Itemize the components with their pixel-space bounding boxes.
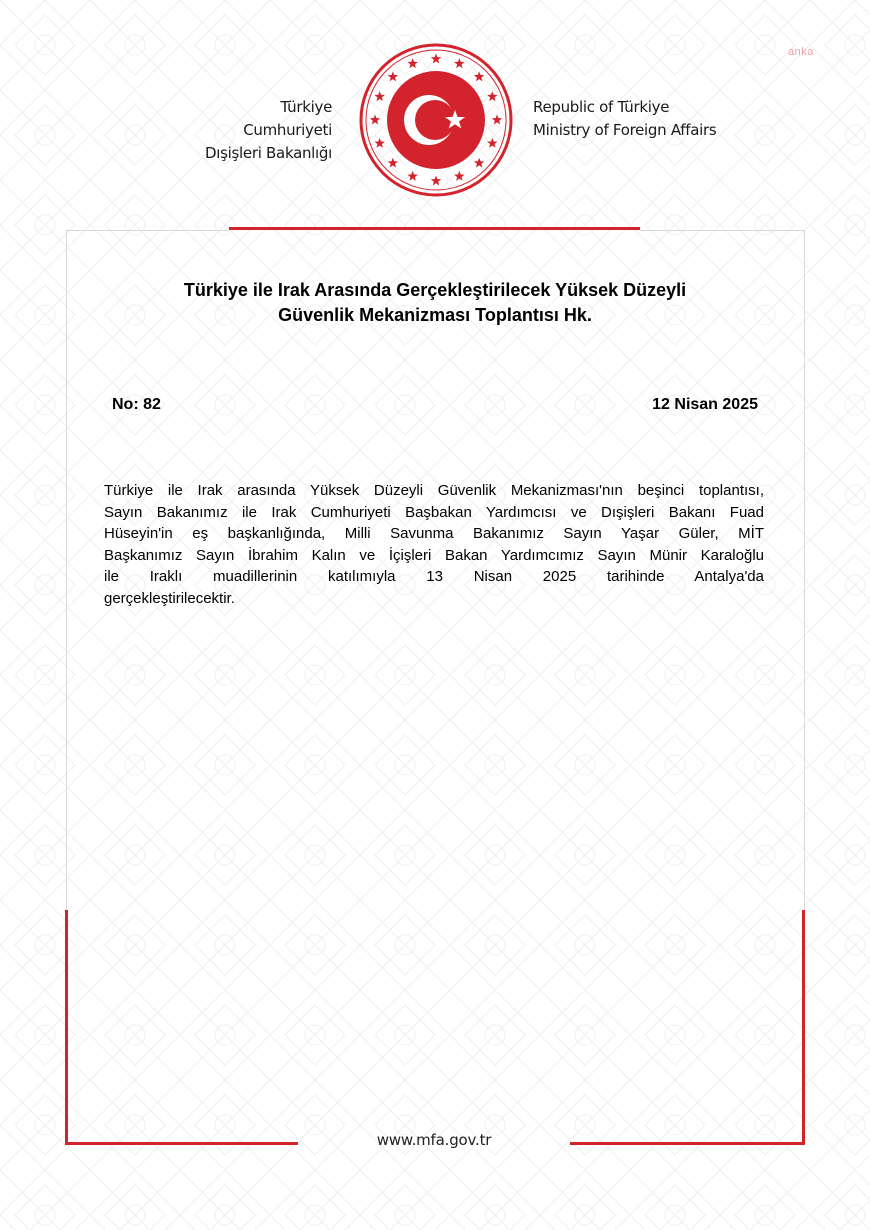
- body-line: Başkanımız Sayın İbrahim Kalın ve İçişleri Bakan Yardımcımız Sayın Münir Karaloğlu: [104, 546, 764, 564]
- ring-star-icon: [370, 115, 380, 125]
- ring-star-icon: [431, 176, 441, 186]
- title-line-2: Güvenlik Mekanizması Toplantısı Hk.: [278, 305, 592, 325]
- document-body: [104, 480, 764, 609]
- ring-star-icon: [388, 158, 398, 168]
- frame-top-line-left: [66, 230, 229, 231]
- frame-left-line: [66, 230, 67, 910]
- ring-star-icon: [492, 115, 502, 125]
- turkish-star-crescent-seal-icon: [359, 43, 513, 197]
- frame-top-accent: [229, 227, 640, 230]
- body-line: ile Iraklı muadillerinin katılımıyla 13 Nisan 2025 tarihinde Antalya'da: [104, 568, 764, 585]
- ring-star-icon: [374, 138, 384, 148]
- document-title: [110, 278, 760, 328]
- ring-star-icon: [388, 71, 398, 81]
- watermark-logo: anka: [788, 46, 814, 58]
- header-en-line2: Ministry of Foreign Affairs: [533, 121, 717, 139]
- body-line: Hüseyin'in eş başkanlığında, Milli Savunma Bakanımız Sayın Yaşar Güler, MİT: [104, 525, 764, 542]
- header-ministry-en: [533, 96, 733, 142]
- frame-bottom-accent-right: [570, 1142, 805, 1145]
- frame-left-accent: [65, 910, 68, 1145]
- frame-right-line: [804, 230, 805, 910]
- frame-top-line-right: [640, 230, 805, 231]
- document-number: No: 82: [112, 396, 161, 413]
- ring-star-icon: [474, 158, 484, 168]
- title-line-1: Türkiye ile Irak Arasında Gerçekleştirilecek Yüksek Düzeyli: [183, 280, 687, 300]
- header-tr-line1: Türkiye Cumhuriyeti: [243, 98, 332, 139]
- header-ministry-tr: [190, 96, 332, 165]
- ring-star-icon: [454, 58, 464, 68]
- footer-website-link[interactable]: www.mfa.gov.tr: [376, 1131, 492, 1149]
- ring-star-icon: [374, 91, 384, 101]
- ring-star-icon: [407, 171, 417, 181]
- ring-star-icon: [431, 54, 441, 64]
- body-line: gerçekleştirilecektir.: [104, 589, 235, 607]
- ring-star-icon: [487, 91, 497, 101]
- ring-star-icon: [474, 71, 484, 81]
- ring-star-icon: [454, 171, 464, 181]
- ring-star-icon: [407, 58, 417, 68]
- document-date: 12 Nisan 2025: [652, 396, 758, 413]
- ring-star-icon: [487, 138, 497, 148]
- frame-bottom-accent-left: [65, 1142, 298, 1145]
- frame-right-accent: [802, 910, 805, 1145]
- body-line: Sayın Bakanımız ile Irak Cumhuriyeti Başbakan Yardımcısı ve Dışişleri Bakanı Fuad: [104, 503, 764, 521]
- header-en-line1: Republic of Türkiye: [533, 98, 670, 116]
- body-line: Türkiye ile Irak arasında Yüksek Düzeyli Güvenlik Mekanizması'nın beşinci toplantısı,: [104, 482, 764, 499]
- header-tr-line2: Dışişleri Bakanlığı: [205, 144, 332, 162]
